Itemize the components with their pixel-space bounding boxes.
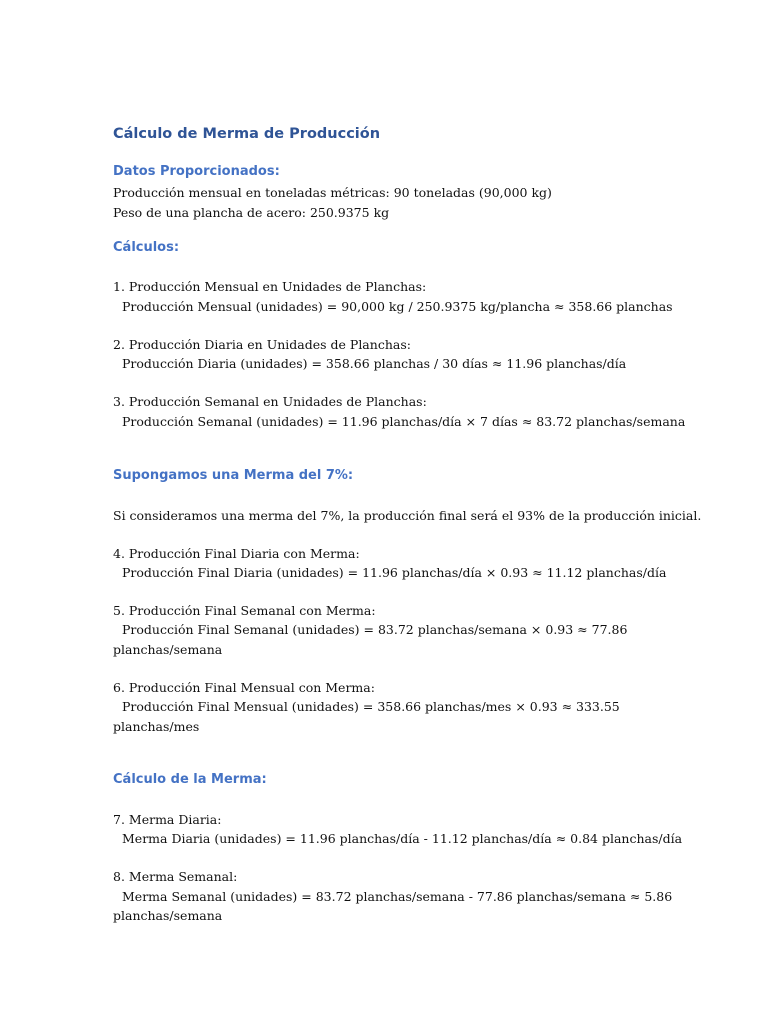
calc-item-formula: Producción Semanal (unidades) = 11.96 planchas/día × 7 días ≈ 83.72 planchas/semana bbox=[122, 414, 686, 429]
calc-item-title: 2. Producción Diaria en Unidades de Planchas: bbox=[113, 337, 411, 352]
merma-item-title: 5. Producción Final Semanal con Merma: bbox=[113, 603, 376, 618]
merma-item-title: 6. Producción Final Mensual con Merma: bbox=[113, 680, 375, 695]
calculo-merma-item-title: 8. Merma Semanal: bbox=[113, 869, 238, 884]
calc-item-formula: Producción Diaria (unidades) = 358.66 planchas / 30 días ≈ 11.96 planchas/día bbox=[122, 356, 627, 371]
merma-item-formula: Producción Final Semanal (unidades) = 83.72 planchas/semana × 0.93 ≈ 77.86 bbox=[122, 622, 628, 637]
calc-item-title: 3. Producción Semanal en Unidades de Planchas: bbox=[113, 394, 427, 409]
section-heading-merma: Supongamos una Merma del 7%: bbox=[113, 468, 354, 483]
merma-item-title: 4. Producción Final Diaria con Merma: bbox=[113, 546, 360, 561]
datos-line: Producción mensual en toneladas métricas: 90 toneladas (90,000 kg) bbox=[113, 185, 552, 200]
calculo-merma-item-title: 7. Merma Diaria: bbox=[113, 812, 222, 827]
merma-item-continuation: planchas/mes bbox=[113, 719, 200, 734]
calculo-merma-item-formula: Merma Semanal (unidades) = 83.72 planchas/semana - 77.86 planchas/semana ≈ 5.86 bbox=[122, 889, 673, 904]
calculo-merma-item-continuation: planchas/semana bbox=[113, 908, 223, 923]
merma-intro: Si consideramos una merma del 7%, la producción final será el 93% de la producción inicial. bbox=[113, 508, 702, 523]
calc-item-formula: Producción Mensual (unidades) = 90,000 kg / 250.9375 kg/plancha ≈ 358.66 planchas bbox=[122, 299, 673, 314]
section-heading-datos: Datos Proporcionados: bbox=[113, 164, 280, 179]
merma-item-continuation: planchas/semana bbox=[113, 642, 223, 657]
merma-item-formula: Producción Final Diaria (unidades) = 11.96 planchas/día × 0.93 ≈ 11.12 planchas/día bbox=[122, 565, 667, 580]
calc-item-title: 1. Producción Mensual en Unidades de Planchas: bbox=[113, 279, 427, 294]
datos-line: Peso de una plancha de acero: 250.9375 kg bbox=[113, 205, 390, 220]
section-heading-calculos: Cálculos: bbox=[113, 240, 180, 255]
document-title: Cálculo de Merma de Producción bbox=[113, 126, 381, 142]
merma-item-formula: Producción Final Mensual (unidades) = 358.66 planchas/mes × 0.93 ≈ 333.55 bbox=[122, 699, 620, 714]
section-heading-calculo-merma: Cálculo de la Merma: bbox=[113, 772, 267, 787]
calculo-merma-item-formula: Merma Diaria (unidades) = 11.96 planchas/día - 11.12 planchas/día ≈ 0.84 planchas/día bbox=[122, 831, 683, 846]
